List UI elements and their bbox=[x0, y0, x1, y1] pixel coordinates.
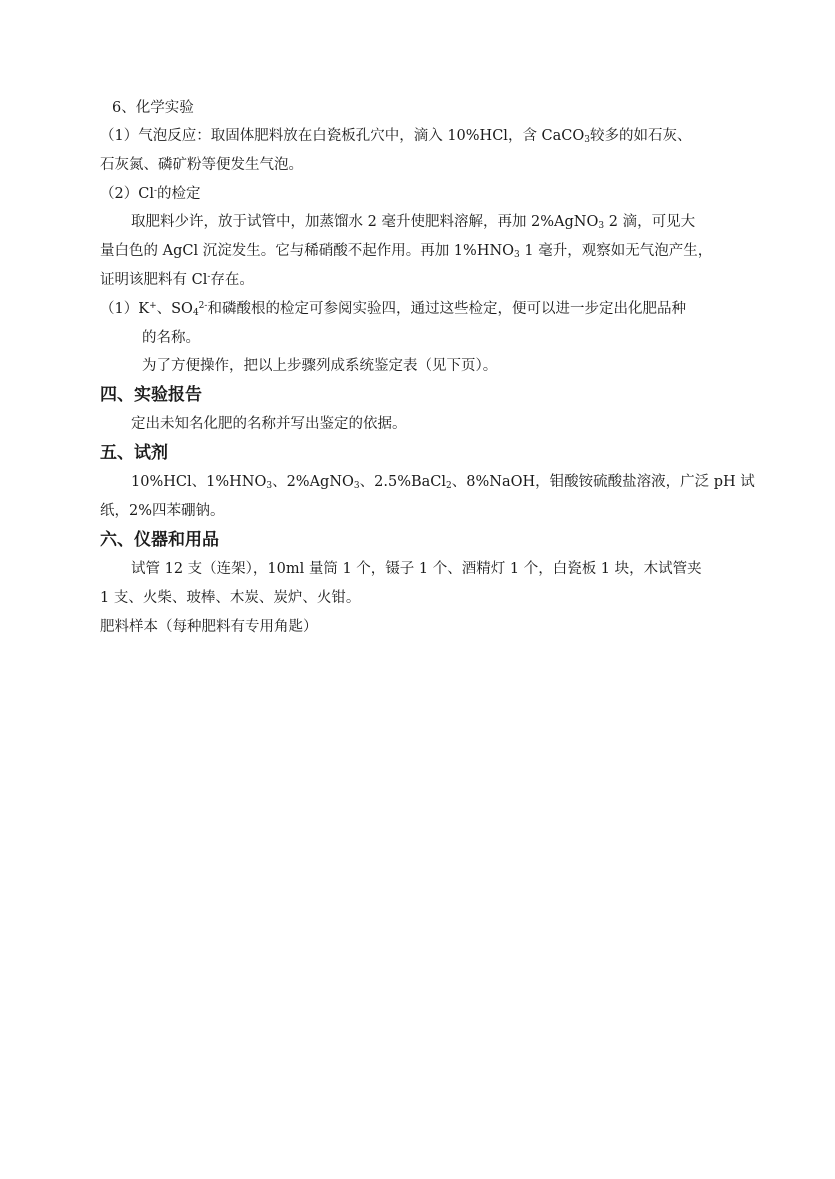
paragraph-line: 纸，2%四苯硼钠。 bbox=[100, 503, 225, 519]
paragraph-line: 为了方便操作，把以上步骤列成系统鉴定表（见下页）。 bbox=[142, 358, 498, 374]
paragraph-line: 量白色的 AgCl 沉淀发生。它与稀硝酸不起作用。再加 $1\%HNO_3$ 1 毫升，观察如无气泡产生， bbox=[100, 243, 713, 260]
paragraph-line: （1）气泡反应：取固体肥料放在白瓷板孔穴中，滴入 10%HCl，含 CaCO$_3$较多的如石灰、 bbox=[100, 128, 692, 145]
paragraph-line: 取肥料少许，放于试管中，加蒸馏水 2 毫升使肥料溶解，再加 2%AgNO$_3$ 2 滴，可见大 bbox=[131, 214, 696, 231]
paragraph-line: （1）K+、$SO_4^{2-}$和磷酸根的检定可参阅实验四，通过这些检定，便可以进一步定出化肥品种 bbox=[100, 301, 686, 318]
paragraph-line: 1 支、火柴、玻棒、木炭、炭炉、火钳。 bbox=[100, 590, 361, 606]
section-heading-instruments: 六、仪器和用品 bbox=[100, 530, 219, 550]
paragraph-line: 证明该肥料有 Cl-存在。 bbox=[100, 272, 254, 288]
paragraph-line: 定出未知名化肥的名称并写出鉴定的依据。 bbox=[131, 416, 407, 432]
paragraph-line: 肥料样本（每种肥料有专用角匙） bbox=[100, 619, 318, 635]
paragraph-line: 试管 12 支（连架），10ml 量筒 1 个，镊子 1 个、酒精灯 1 个，白瓷板 1 块，木试管夹 bbox=[131, 561, 702, 577]
subsection-title: （2）Cl-的检定 bbox=[100, 186, 201, 202]
section-heading-report: 四、实验报告 bbox=[100, 385, 202, 405]
section-heading-reagents: 五、试剂 bbox=[100, 443, 168, 463]
paragraph-line: 的名称。 bbox=[142, 330, 200, 346]
section-title: 6、化学实验 bbox=[112, 100, 194, 116]
paragraph-line: 石灰氮、磷矿粉等便发生气泡。 bbox=[100, 157, 303, 173]
paragraph-line: 10%HCl、$1\%HNO_3$、2%AgNO$_3$、2.5%BaCl$_2$、8%NaOH，钼酸铵硫酸盐溶液，广泛 pH 试 bbox=[131, 474, 755, 491]
